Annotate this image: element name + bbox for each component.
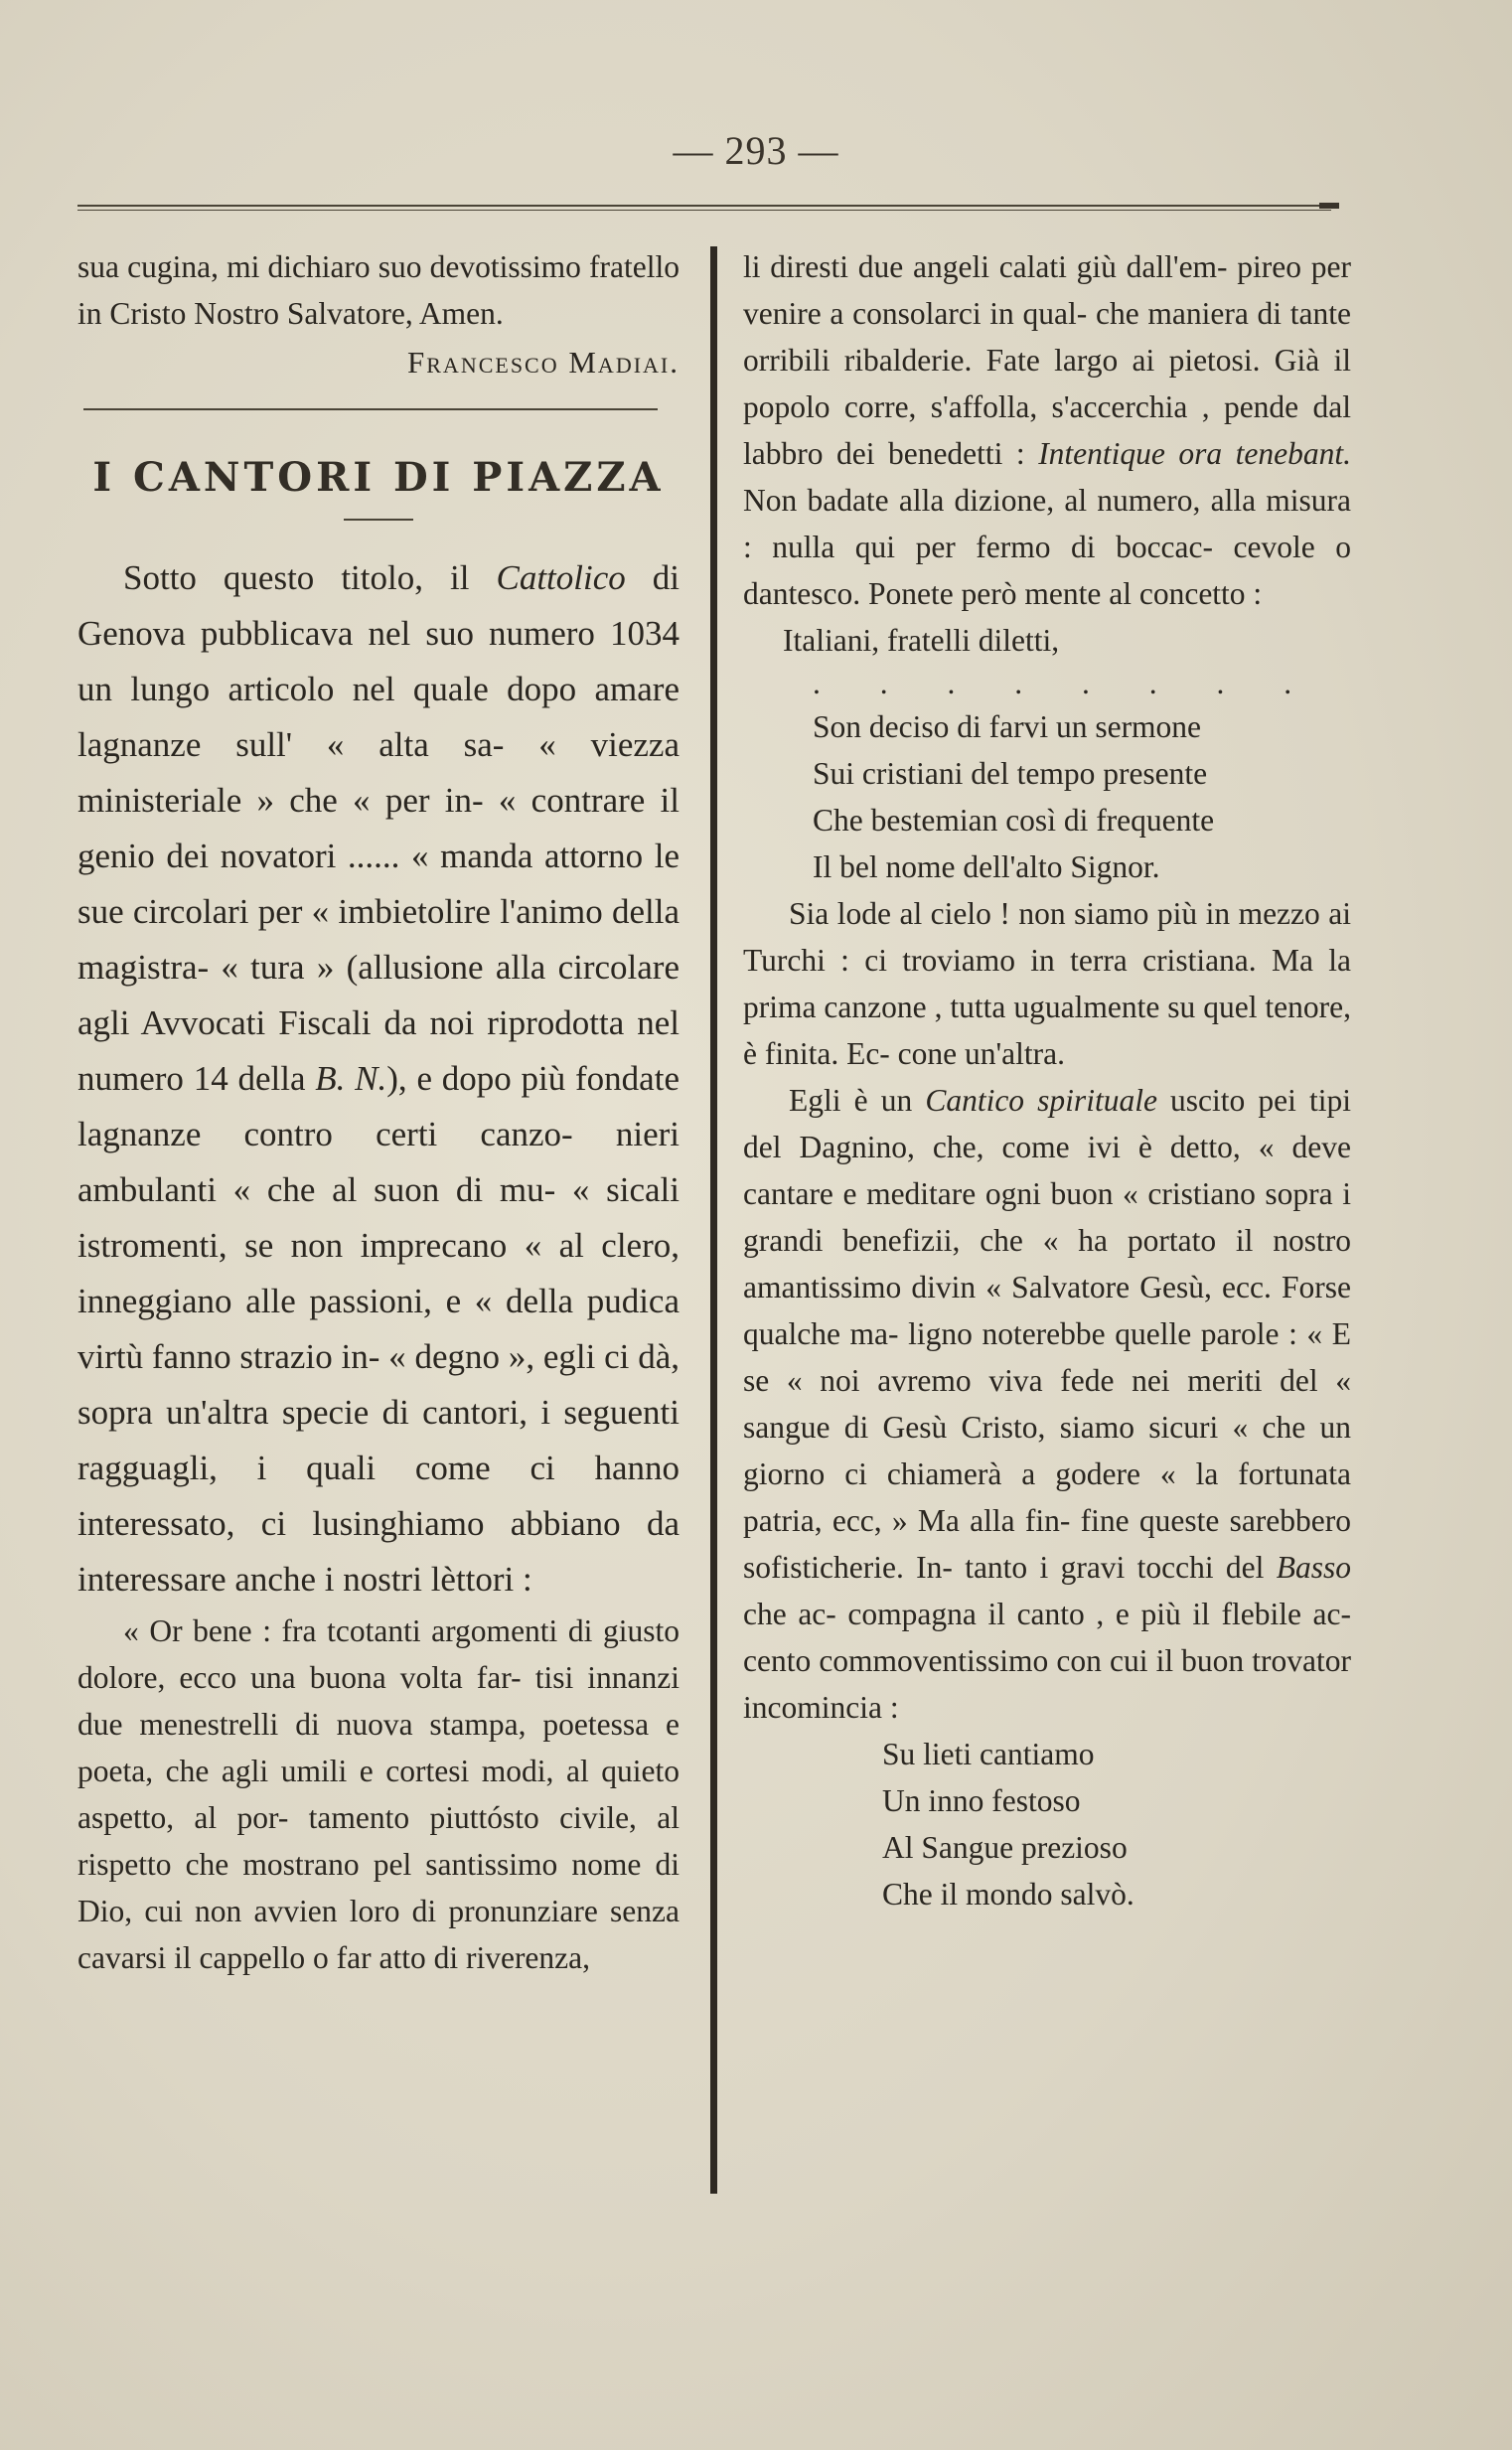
text-run: li diresti due angeli calati giù dall'em- pireo per venire a consolarci in qual- che maniera di tante orribili ribalderie. Fate largo ai pietosi. Già il popolo corre, s'affolla, s'accerchia , pende dal labbro dei benedetti : — [743, 249, 1351, 471]
verse-line: Italiani, fratelli diletti, — [783, 623, 1060, 658]
paragraph — [743, 243, 1351, 617]
ellipsis-dots: . . . . . . . . — [813, 666, 1318, 700]
paragraph — [77, 550, 680, 1608]
verse-line: Un inno festoso — [882, 1783, 1081, 1818]
verse-line: Sui cristiani del tempo presente — [813, 756, 1208, 791]
text-run: uscito pei tipi del Dagnino, che, come ivi è detto, « deve cantare e meditare ogni buon « cristiano sopra i grandi benefizii, che « ha portato il nostro amantissimo divin « Salvatore Gesù, ecc. Forse qualche ma- ligno noterebbe quelle parole : « E se « noi avremo viva fede nei meriti del « sangue di Gesù Cristo, siamo sicuri « che un giorno ci chiamerà a godere « la fortunata patria, ecc, » Ma alla fin- fine queste sarebbero sofisticherie. In- tanto i gravi tocchi del — [743, 1083, 1352, 1585]
italic-run: Cattolico — [496, 558, 626, 597]
verse-line: Su lieti cantiamo — [882, 1737, 1095, 1771]
title-rule — [344, 519, 413, 521]
verse-line: Che bestemian così di frequente — [813, 803, 1215, 838]
signature: Francesco Madiai. — [407, 345, 680, 380]
verse-line: Il bel nome dell'alto Signor. — [813, 849, 1160, 884]
italic-run: Basso — [1276, 1550, 1351, 1585]
left-column — [77, 243, 680, 1981]
italic-run: Cantico spirituale — [925, 1083, 1157, 1118]
verse-line: Al Sangue prezioso — [882, 1830, 1128, 1865]
verse-line: Che il mondo salvò. — [882, 1877, 1134, 1912]
text-run: di Genova pubblicava nel suo numero 1034 un lungo articolo nel quale dopo amare lagnanze sull' « alta sa- « viezza ministeriale » che « per in- « contrare il genio dei novatori ...... « manda attorno le sue circolari per « imbietolire l'animo della magistra- « tura » (allusione alla circolare agli Avvocati Fiscali da noi riprodotta nel numero 14 della — [77, 558, 680, 1098]
text-run: Sotto questo titolo, il — [123, 558, 497, 597]
section-title: I CANTORI DI PIAZZA — [92, 453, 665, 501]
intro-text: sua cugina, mi dichiaro suo devotissimo fratello in Cristo Nostro Salvatore, Amen. — [77, 249, 680, 331]
page-number: — 293 — — [673, 128, 839, 173]
text-run: Non badate alla dizione, al numero, alla misura : nulla qui per fermo di boccac- cevole o dantesco. Ponete però mente al concetto : — [743, 483, 1351, 611]
column-divider — [710, 246, 717, 2194]
paragraph: Sia lode al cielo ! non siamo più in mezzo ai Turchi : ci troviamo in terra cristiana. Ma la prima canzone , tutta ugualmente su quel tenore, è finita. Ec- cone un'altra. — [743, 896, 1351, 1071]
right-column — [743, 243, 1351, 1917]
paragraph — [743, 1077, 1351, 1731]
text-run: che ac- compagna il canto , e più il flebile ac- cento commoventissimo con cui il buon trovator incomincia : — [743, 1597, 1351, 1725]
paragraph: « Or bene : fra tcotanti argomenti di giusto dolore, ecco una buona volta far- tisi innanzi due menestrelli di nuova stampa, poetessa e poeta, che agli umili e cortesi modi, al quieto aspetto, al por- tamento piuttósto civile, al rispetto che mostrano pel santissimo nome di Dio, cui non avvien loro di pronunziare senza cavarsi il cappello o far atto di riverenza, — [77, 1613, 680, 1975]
verse-line: Son deciso di farvi un sermone — [813, 709, 1202, 744]
italic-run: B. N. — [315, 1059, 387, 1098]
text-run: ), e dopo più fondate lagnanze contro certi canzo- nieri ambulanti « che al suon di mu- « sicali istromenti, se non imprecano « al clero, inneggiano alle passioni, e « della pudica virtù fanno strazio in- « degno », egli ci dà, sopra un'altra specie di cantori, i seguenti ragguagli, i quali come ci hanno interessato, ci lusinghiamo abbiano da interessare anche i nostri lèttori : — [77, 1059, 680, 1599]
separator-line — [83, 408, 658, 410]
italic-run: Intentique ora tenebant. — [1038, 436, 1352, 471]
text-run: Egli è un — [789, 1083, 926, 1118]
header-rule — [77, 205, 1331, 211]
